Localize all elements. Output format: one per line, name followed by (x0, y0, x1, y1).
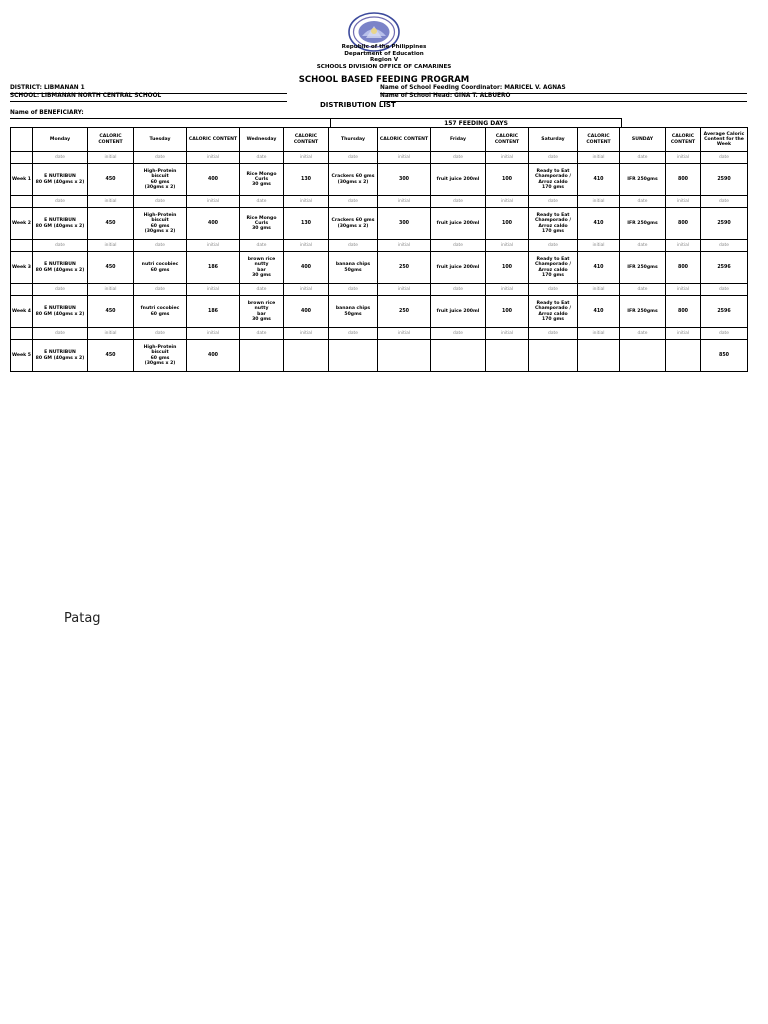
coordinator-label: Name of School Feeding Coordinator: MARICEL V. AGNAS (380, 85, 566, 91)
week-label: Week 5 (11, 340, 33, 372)
week-row (11, 296, 748, 328)
food-item-cell: IFR 250gms (620, 208, 666, 240)
date-cell: date (620, 284, 666, 296)
blank-cell (11, 196, 33, 208)
table-header-cell: Tuesday (134, 128, 187, 152)
caloric-value-cell: 400 (284, 252, 329, 284)
caloric-value-cell (284, 340, 329, 372)
date-cell: date (33, 152, 88, 164)
date-cell: date (33, 328, 88, 340)
food-item-cell: Rice Mongo Curls 30 gms (240, 208, 284, 240)
date-cell: date (134, 284, 187, 296)
initial-cell: initial (284, 196, 329, 208)
table-header-cell: CALORIC CONTENT (187, 128, 240, 152)
blank-cell (11, 328, 33, 340)
week-label: Week 3 (11, 252, 33, 284)
caloric-value-cell: 800 (666, 164, 701, 196)
table-header-cell (11, 128, 33, 152)
blank-cell (11, 152, 33, 164)
distribution-list-title: DISTRIBUTION LIST (320, 101, 396, 109)
caloric-value-cell (486, 340, 529, 372)
caloric-value-cell: 410 (578, 296, 620, 328)
school-underline (10, 101, 287, 102)
caloric-value-cell: 100 (486, 208, 529, 240)
initial-cell: initial (187, 328, 240, 340)
food-item-cell (529, 340, 578, 372)
date-cell: date (620, 152, 666, 164)
initial-cell: initial (378, 328, 431, 340)
caloric-value-cell: 130 (284, 164, 329, 196)
patag-text: Patag (64, 611, 101, 626)
date-cell: date (329, 328, 378, 340)
food-item-cell: banana chips 50gms (329, 296, 378, 328)
table-header-cell: CALORIC CONTENT (666, 128, 701, 152)
caloric-value-cell: 186 (187, 296, 240, 328)
date-cell: date (134, 152, 187, 164)
date-cell: date (33, 284, 88, 296)
date-cell: date (240, 284, 284, 296)
caloric-value-cell: 100 (486, 296, 529, 328)
initial-cell: initial (486, 152, 529, 164)
blank-cell (11, 284, 33, 296)
date-cell: date (701, 284, 748, 296)
initial-cell: initial (666, 152, 701, 164)
date-cell: date (701, 152, 748, 164)
food-item-cell: fruit juice 200ml (431, 296, 486, 328)
beneficiary-underline (10, 118, 330, 119)
week-row (11, 164, 748, 196)
initial-cell: initial (666, 328, 701, 340)
program-title: SCHOOL BASED FEEDING PROGRAM (298, 75, 470, 85)
food-item-cell: IFR 250gms (620, 252, 666, 284)
initial-cell: initial (578, 328, 620, 340)
initial-cell: initial (578, 284, 620, 296)
caloric-value-cell: 300 (378, 208, 431, 240)
feeding-days-banner: 157 FEEDING DAYS (330, 118, 622, 127)
date-cell: date (620, 328, 666, 340)
caloric-value-cell (578, 340, 620, 372)
date-cell: date (529, 240, 578, 252)
initial-cell: initial (578, 240, 620, 252)
week-label: Week 1 (11, 164, 33, 196)
initial-cell: initial (284, 240, 329, 252)
food-item-cell: fruit juice 200ml (431, 164, 486, 196)
letterhead-line-3: Region V (369, 57, 399, 64)
week-row (11, 340, 748, 372)
week-label: Week 4 (11, 296, 33, 328)
caloric-value-cell: 130 (284, 208, 329, 240)
school-label: SCHOOL: LIBMANAN NORTH CENTRAL SCHOOL (10, 93, 162, 99)
caloric-value-cell: 450 (88, 340, 134, 372)
week-label: Week 2 (11, 208, 33, 240)
initial-cell: initial (486, 328, 529, 340)
table-header-cell: CALORIC CONTENT (578, 128, 620, 152)
beneficiary-label: Name of BENEFICIARY: (10, 110, 84, 116)
caloric-value-cell: 400 (187, 208, 240, 240)
table-header-cell: CALORIC CONTENT (486, 128, 529, 152)
date-initial-row (11, 240, 748, 252)
initial-cell: initial (666, 196, 701, 208)
date-cell: date (620, 196, 666, 208)
caloric-value-cell: 450 (88, 164, 134, 196)
initial-cell: initial (284, 328, 329, 340)
date-cell: date (529, 284, 578, 296)
blank-cell (11, 240, 33, 252)
letterhead-line-2: Department of Education (344, 50, 424, 57)
date-initial-row (11, 328, 748, 340)
caloric-value-cell: 250 (378, 296, 431, 328)
letterhead-line-1: Republic of the Philippines (341, 44, 427, 50)
food-item-cell: Crackers 60 gms (30gms x 2) (329, 208, 378, 240)
date-cell: date (134, 328, 187, 340)
date-cell: date (329, 152, 378, 164)
school-head-underline (380, 101, 747, 102)
initial-cell: initial (187, 152, 240, 164)
initial-cell: initial (486, 196, 529, 208)
initial-cell: initial (88, 328, 134, 340)
caloric-value-cell (378, 340, 431, 372)
initial-cell: initial (88, 284, 134, 296)
caloric-value-cell: 400 (284, 296, 329, 328)
caloric-value-cell: 410 (578, 252, 620, 284)
food-item-cell: E NUTRIBUN 80 GM (40gms x 2) (33, 252, 88, 284)
initial-cell: initial (486, 240, 529, 252)
date-cell: date (329, 284, 378, 296)
food-item-cell: Ready to Eat Champorado / Arroz caldo 170 gms (529, 208, 578, 240)
date-cell: date (431, 240, 486, 252)
initial-cell: initial (284, 284, 329, 296)
initial-cell: initial (486, 284, 529, 296)
caloric-value-cell: 800 (666, 208, 701, 240)
average-caloric-cell: 2596 (701, 252, 748, 284)
food-item-cell: IFR 250gms (620, 164, 666, 196)
week-row (11, 252, 748, 284)
food-item-cell (240, 340, 284, 372)
table-header-cell: CALORIC CONTENT (378, 128, 431, 152)
initial-cell: initial (578, 196, 620, 208)
food-item-cell: Ready to Eat Champorado / Arroz caldo 170 gms (529, 296, 578, 328)
date-cell: date (240, 196, 284, 208)
food-item-cell: E NUTRIBUN 80 GM (40gms x 2) (33, 164, 88, 196)
week-row (11, 208, 748, 240)
food-item-cell: Ready to Eat Champorado / Arroz caldo 170 gms (529, 164, 578, 196)
food-item-cell: High-Protein biscuit 60 gms (30gms x 2) (134, 208, 187, 240)
caloric-value-cell: 410 (578, 164, 620, 196)
initial-cell: initial (187, 284, 240, 296)
table-header-cell: Saturday (529, 128, 578, 152)
food-item-cell: fnutri cocobiec 60 gms (134, 296, 187, 328)
initial-cell: initial (378, 196, 431, 208)
food-item-cell (329, 340, 378, 372)
average-caloric-cell: 2590 (701, 164, 748, 196)
date-cell: date (431, 152, 486, 164)
food-item-cell: Rice Mongo Curls 30 gms (240, 164, 284, 196)
initial-cell: initial (284, 152, 329, 164)
date-cell: date (529, 196, 578, 208)
date-cell: date (701, 240, 748, 252)
food-item-cell: E NUTRIBUN 80 GM (40gms x 2) (33, 208, 88, 240)
date-cell: date (701, 328, 748, 340)
food-item-cell: E NUTRIBUN 80 GM (40gms x 2) (33, 340, 88, 372)
date-cell: date (329, 196, 378, 208)
food-item-cell: banana chips 50gms (329, 252, 378, 284)
initial-cell: initial (378, 284, 431, 296)
initial-cell: initial (88, 240, 134, 252)
food-item-cell: E NUTRIBUN 80 GM (40gms x 2) (33, 296, 88, 328)
date-cell: date (329, 240, 378, 252)
initial-cell: initial (666, 240, 701, 252)
food-item-cell: High-Protein biscuit 60 gms (30gms x 2) (134, 164, 187, 196)
date-cell: date (620, 240, 666, 252)
caloric-value-cell: 800 (666, 252, 701, 284)
average-caloric-cell: 2596 (701, 296, 748, 328)
letterhead-line-4: SCHOOLS DIVISION OFFICE OF CAMARINES (316, 63, 452, 70)
date-cell: date (529, 328, 578, 340)
date-initial-row (11, 196, 748, 208)
caloric-value-cell: 450 (88, 252, 134, 284)
initial-cell: initial (666, 284, 701, 296)
initial-cell: initial (187, 240, 240, 252)
food-item-cell: Ready to Eat Champorado / Arroz caldo 170 gms (529, 252, 578, 284)
caloric-value-cell: 250 (378, 252, 431, 284)
school-head-label: Name of School Head: GINA T. ALBUERO (380, 93, 511, 99)
caloric-value-cell: 300 (378, 164, 431, 196)
date-cell: date (33, 196, 88, 208)
initial-cell: initial (88, 196, 134, 208)
date-cell: date (240, 240, 284, 252)
table-body (11, 152, 748, 372)
food-item-cell: fruit juice 200ml (431, 208, 486, 240)
date-cell: date (240, 152, 284, 164)
date-cell: date (134, 196, 187, 208)
initial-cell: initial (88, 152, 134, 164)
date-cell: date (33, 240, 88, 252)
table-header-cell: SUNDAY (620, 128, 666, 152)
food-item-cell: High-Protein biscuit 60 gms (30gms x 2) (134, 340, 187, 372)
date-cell: date (701, 196, 748, 208)
table-header-cell: CALORIC CONTENT (88, 128, 134, 152)
food-item-cell: fruit juice 200ml (431, 252, 486, 284)
initial-cell: initial (578, 152, 620, 164)
food-item-cell (431, 340, 486, 372)
table-header-cell: Friday (431, 128, 486, 152)
food-item-cell: brown rice nutty bar 30 gms (240, 252, 284, 284)
initial-cell: initial (378, 240, 431, 252)
date-cell: date (431, 284, 486, 296)
food-item-cell: IFR 250gms (620, 296, 666, 328)
food-item-cell: Crackers 60 gms (30gms x 2) (329, 164, 378, 196)
caloric-value-cell: 400 (187, 340, 240, 372)
caloric-value-cell: 100 (486, 252, 529, 284)
letterhead (0, 44, 768, 70)
food-item-cell (620, 340, 666, 372)
table-header-cell: CALORIC CONTENT (284, 128, 329, 152)
caloric-value-cell: 410 (578, 208, 620, 240)
table-header-cell: Wednesday (240, 128, 284, 152)
table-header-cell: Monday (33, 128, 88, 152)
initial-cell: initial (187, 196, 240, 208)
caloric-value-cell (666, 340, 701, 372)
date-cell: date (431, 328, 486, 340)
table-header-cell: Average Caloric Content for the Week (701, 128, 748, 152)
caloric-value-cell: 100 (486, 164, 529, 196)
date-initial-row (11, 152, 748, 164)
caloric-value-cell: 800 (666, 296, 701, 328)
distribution-schedule-table (10, 127, 748, 372)
initial-cell: initial (378, 152, 431, 164)
food-item-cell: nutri cocobiec 60 gms (134, 252, 187, 284)
average-caloric-cell: 2590 (701, 208, 748, 240)
table-header-cell: Thursday (329, 128, 378, 152)
date-cell: date (134, 240, 187, 252)
date-cell: date (529, 152, 578, 164)
caloric-value-cell: 450 (88, 296, 134, 328)
food-item-cell: brown rice nutty bar 30 gms (240, 296, 284, 328)
date-initial-row (11, 284, 748, 296)
caloric-value-cell: 400 (187, 164, 240, 196)
date-cell: date (431, 196, 486, 208)
district-label: DISTRICT: LIBMANAN 1 (10, 85, 85, 91)
table-header-row (11, 128, 748, 152)
average-caloric-cell: 850 (701, 340, 748, 372)
caloric-value-cell: 450 (88, 208, 134, 240)
date-cell: date (240, 328, 284, 340)
caloric-value-cell: 186 (187, 252, 240, 284)
